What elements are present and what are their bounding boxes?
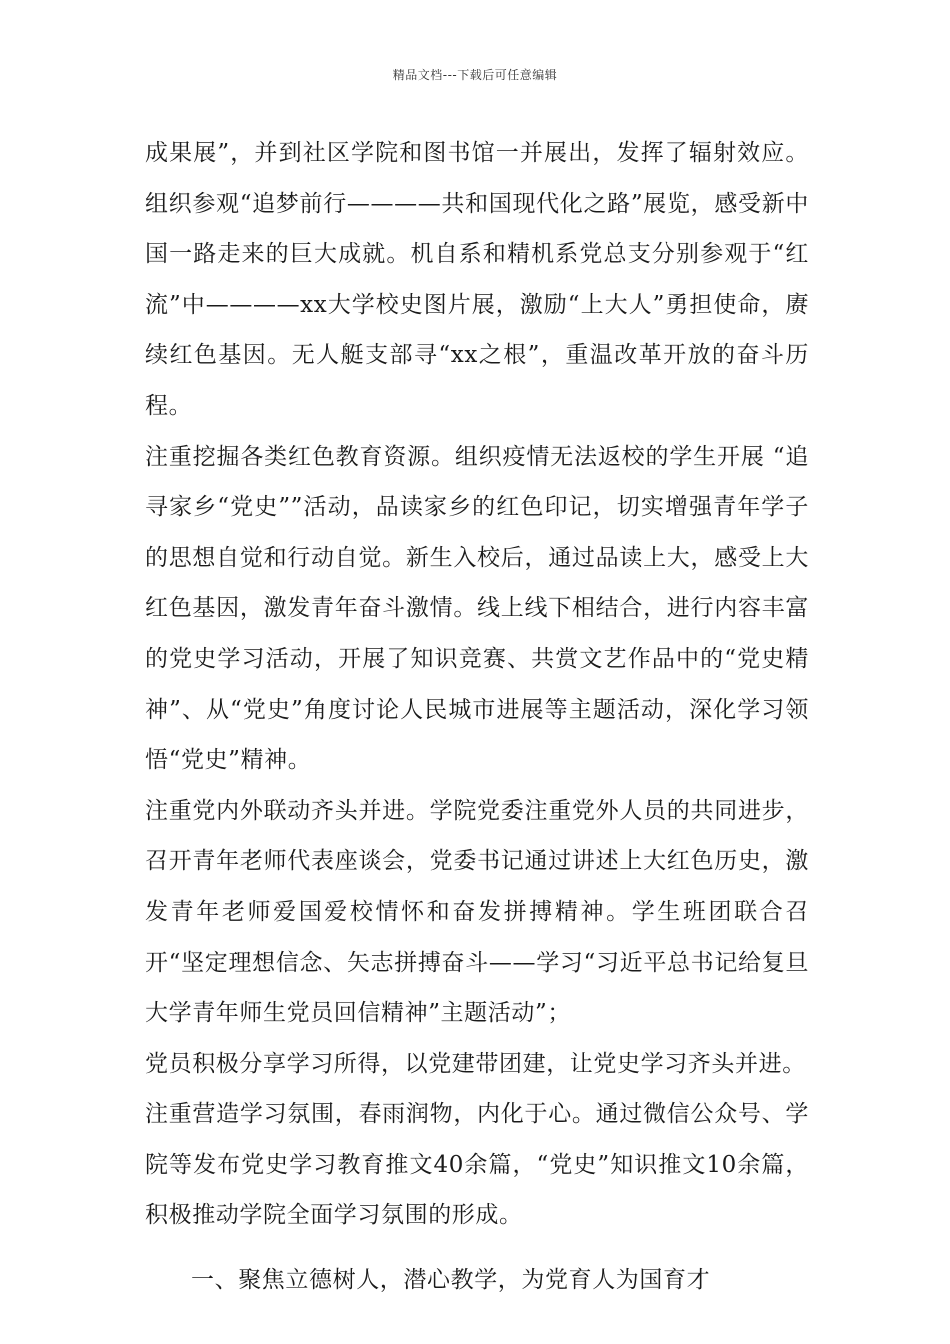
paragraph: 党员积极分享学习所得，以党建带团建，让党史学习齐头并进。 — [145, 1050, 806, 1077]
paragraph: 注重党内外联动齐头并进。学院党委注重党外人员的共同进步，召开青年老师代表座谈会，党委书记通过讲述上大红色历史，激发青年老师爱国爱校情怀和奋发拼搏精神。学生班团联合召开“坚定理想信念、矢志拼搏奋斗——学习“习近平总书记给复旦大学青年师生党员回信精神”主题活动”； — [145, 797, 809, 1027]
document-body — [145, 128, 809, 1306]
paragraph: 注重营造学习氛围，春雨润物，内化于心。通过微信公众号、学院等发布党史学习教育推文40余篇，“党史”知识推文10余篇，积极推动学院全面学习氛围的形成。 — [145, 1101, 809, 1229]
section-heading: 一、聚焦立德树人，潜心教学，为党育人为国育才 — [191, 1267, 711, 1294]
paragraph: 注重挖掘各类红色教育资源。组织疫情无法返校的学生开展 “追寻家乡“党史””活动，品读家乡的红色印记，切实增强青年学子的思想自觉和行动自觉。新生入校后，通过品读上大，感受上大红色基因，激发青年奋斗激情。线上线下相结合，进行内容丰富的党史学习活动，开展了知识竞赛、共赏文艺作品中的“党史精神”、从“党史”角度讨论人民城市进展等主题活动，深化学习领悟“党史”精神。 — [145, 443, 809, 774]
paragraph: 成果展”，并到社区学院和图书馆一并展出，发挥了辐射效应。组织参观“追梦前行————共和国现代化之路”展览，感受新中国一路走来的巨大成就。机自系和精机系党总支分别参观于“红流”中————xx大学校史图片展，激励“上大人”勇担使命，赓续红色基因。无人艇支部寻“xx之根”，重温改革开放的奋斗历程。 — [145, 140, 809, 419]
page-header: 精品文档---下载后可任意编辑 — [392, 68, 558, 82]
